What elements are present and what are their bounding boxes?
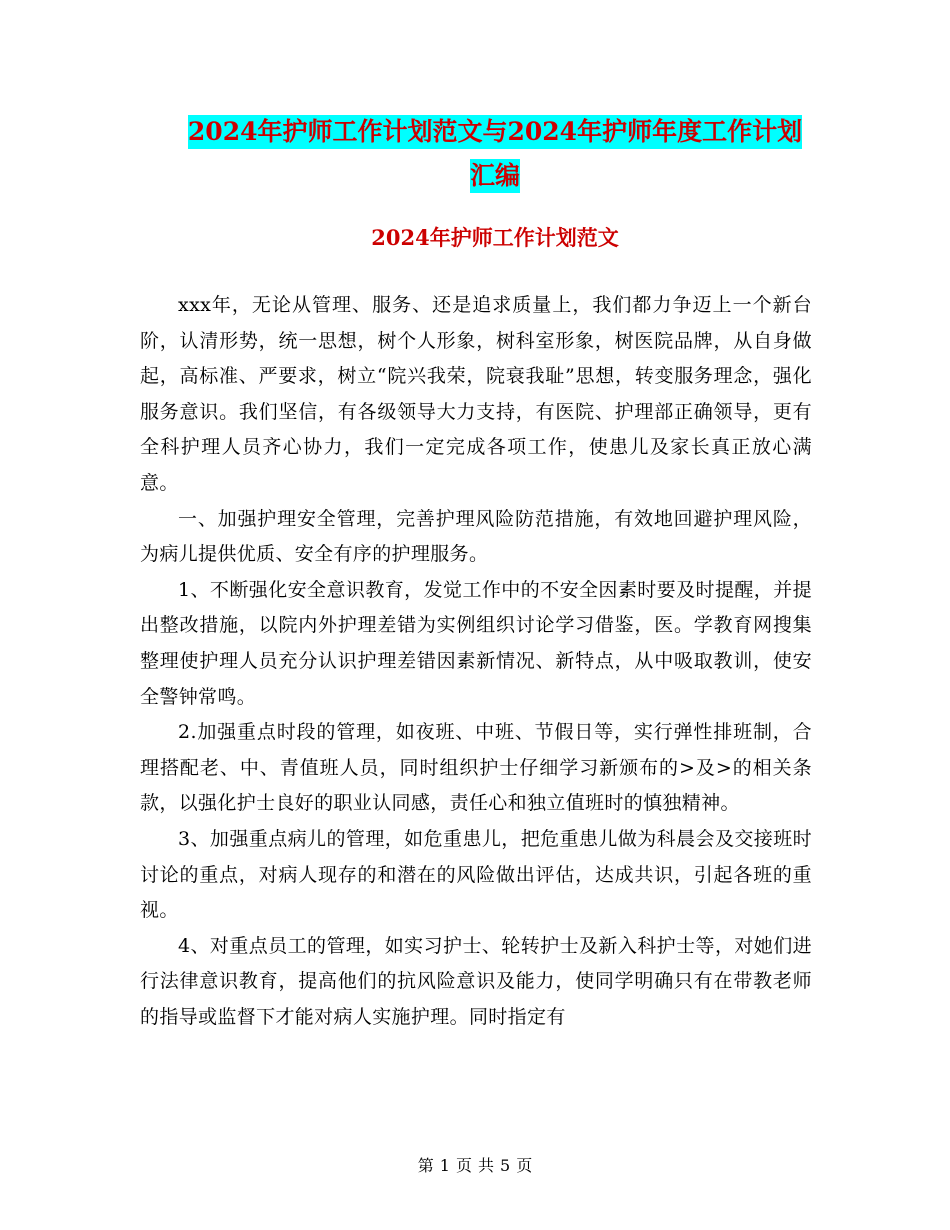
document-title-line2: 汇编 [470,159,520,193]
paragraph-item-2: 2.加强重点时段的管理，如夜班、中班、节假日等，实行弹性排班制，合理搭配老、中、青值班人员，同时组织护士仔细学习新颁布的>及>的相关条款，以强化护士良好的职业认同感，责任心和独立值班时的慎独精神。 [140,721,812,815]
paragraph-item-1: 1、不断强化安全意识教育，发觉工作中的不安全因素时要及时提醒，并提出整改措施，以院内外护理差错为实例组织讨论学习借鉴，医。学教育网搜集整理使护理人员充分认识护理差错因素新情况、新特点，从中吸取教训，使安全警钟常鸣。 [140,578,812,708]
document-title [140,110,850,198]
document-body [140,288,812,1035]
document-title-line1: 2024年护师工作计划范文与2024年护师年度工作计划 [188,115,802,149]
page-footer [0,1154,950,1178]
footer-total-pages: 5 [500,1156,511,1175]
paragraph-intro: xxx年，无论从管理、服务、还是追求质量上，我们都力争迈上一个新台阶，认清形势，统一思想，树个人形象，树科室形象，树医院品牌，从自身做起，高标准、严要求，树立“院兴我荣，院衰我耻”思想，转变服务理念，强化服务意识。我们坚信，有各级领导大力支持，有医院、护理部正确领导，更有全科护理人员齐心协力，我们一定完成各项工作，使患儿及家长真正放心满意。 [140,294,812,494]
section-title: 2024年护师工作计划范文 [371,225,619,250]
footer-label-page: 第 [417,1156,434,1175]
paragraph-item-4: 4、对重点员工的管理，如实习护士、轮转护士及新入科护士等，对她们进行法律意识教育，提高他们的抗风险意识及能力，使同学明确只有在带教老师的指导或监督下才能对病人实施护理。同时指定有 [140,934,812,1028]
footer-current-page: 1 [439,1156,450,1175]
footer-label-unit: 页 [455,1156,472,1175]
footer-label-total: 共 [478,1156,495,1175]
paragraph-section-1: 一、加强护理安全管理，完善护理风险防范措施，有效地回避护理风险，为病儿提供优质、安全有序的护理服务。 [140,507,812,566]
footer-label-unit2: 页 [516,1156,533,1175]
paragraph-item-3: 3、加强重点病儿的管理，如危重患儿，把危重患儿做为科晨会及交接班时讨论的重点，对病人现存的和潜在的风险做出评估，达成共识，引起各班的重视。 [140,827,812,922]
